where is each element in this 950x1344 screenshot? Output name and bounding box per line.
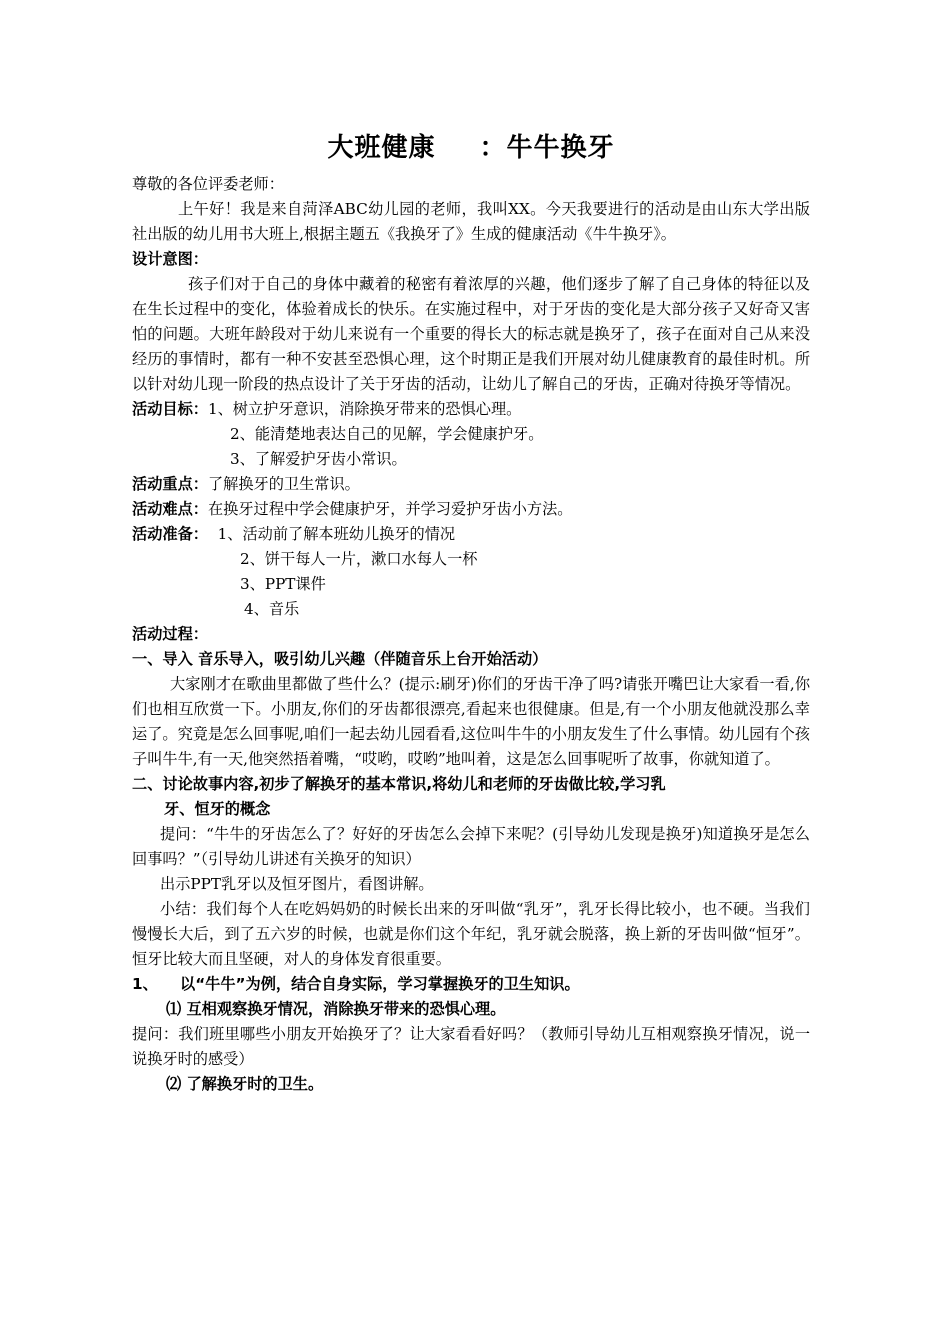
section2-question: 提问：“牛牛的牙齿怎么了？好好的牙齿怎么会掉下来呢？(引导幼儿发现是换牙)知道换牙是怎么回事吗？”（引导幼儿讲述有关换牙的知识）	[132, 825, 810, 868]
section1-heading: 一、导入 音乐导入，吸引幼儿兴趣（伴随音乐上台开始活动）	[132, 650, 548, 668]
design-paragraph: 孩子们对于自己的身体中藏着的秘密有着浓厚的兴趣，他们逐步了解了自己身体的特征以及在生长过程中的变化，体验着成长的快乐。在实施过程中，对于牙齿的变化是大部分孩子又好奇又害怕的问题。大班年龄段对于幼儿来说有一个重要的得长大的标志就是换牙了，孩子在面对自己从来没经历的事情时，都有一种不安甚至恐惧心理，这个时期正是我们开展对幼儿健康教育的最佳时机。所以针对幼儿现一阶段的热点设计了关于牙齿的活动，让幼儿了解自己的牙齿，正确对待换牙等情况。	[132, 275, 810, 393]
goal-item: 1、树立护牙意识，消除换牙带来的恐惧心理。	[207, 400, 522, 418]
prep-item: 2、饼干每人一片，漱口水每人一杯	[240, 550, 478, 568]
step1-text: 以“牛牛”为例，结合自身实际，学习掌握换牙的卫生知识。	[180, 975, 580, 993]
difficulty-row	[132, 497, 810, 522]
sub1-paragraph: 提问：我们班里哪些小朋友开始换牙了？让大家看看好吗？（教师引导幼儿互相观察换牙情况，说一说换牙时的感受）	[132, 1025, 810, 1068]
title-left: 大班健康	[327, 133, 436, 163]
key-text: 了解换牙的卫生常识。	[207, 475, 360, 493]
prep-item: 1、活动前了解本班幼儿换牙的情况	[217, 525, 456, 543]
sub2-heading: ⑵ 了解换牙时的卫生。	[166, 1075, 324, 1093]
difficulty-label: 活动难点：	[132, 500, 208, 518]
step1-heading	[132, 972, 810, 997]
section2-ppt: 出示PPT乳牙以及恒牙图片，看图讲解。	[160, 875, 434, 893]
prep-item: 4、音乐	[244, 600, 300, 618]
document-title	[132, 130, 810, 170]
goal-item: 3、了解爱护牙齿小常识。	[230, 450, 407, 468]
goal-item: 2、能清楚地表达自己的见解，学会健康护牙。	[230, 425, 544, 443]
section2-heading-cont: 牙、恒牙的概念	[164, 800, 271, 818]
section2-summary: 小结：我们每个人在吃妈妈奶的时候长出来的牙叫做“乳牙”，乳牙长得比较小，也不硬。当我们慢慢长大后，到了五六岁的时候，也就是你们这个年纪，乳牙就会脱落，换上新的牙齿叫做“恒牙”。恒牙比较大而且坚硬，对人的身体发育很重要。	[132, 900, 810, 968]
goals-row	[132, 397, 810, 422]
design-label: 设计意图：	[132, 250, 208, 268]
key-label: 活动重点：	[132, 475, 208, 493]
section2-heading: 二、讨论故事内容,初步了解换牙的基本常识,将幼儿和老师的牙齿做比较,学习乳	[132, 775, 666, 793]
key-row	[132, 472, 810, 497]
step1-number: 1、	[132, 975, 158, 993]
sub1-heading: ⑴ 互相观察换牙情况，消除换牙带来的恐惧心理。	[166, 1000, 506, 1018]
title-right: ：牛牛换牙	[479, 133, 615, 163]
intro-paragraph: 上午好！我是来自菏泽ABC幼儿园的老师，我叫XX。今天我要进行的活动是由山东大学出版社出版的幼儿用书大班上,根据主题五《我换牙了》生成的健康活动《牛牛换牙》。	[132, 200, 810, 243]
prep-item: 3、PPT课件	[240, 575, 326, 593]
document-page	[132, 130, 810, 1097]
process-label: 活动过程：	[132, 625, 208, 643]
goals-label: 活动目标：	[132, 400, 208, 418]
section1-paragraph: 大家刚才在歌曲里都做了些什么？(提示:刷牙)你们的牙齿干净了吗?请张开嘴巴让大家看一看,你们也相互欣赏一下。小朋友,你们的牙齿都很漂亮,看起来也很健康。但是,有一个小朋友他就没那么幸运了。究竟是怎么回事呢,咱们一起去幼儿园看看,这位叫牛牛的小朋友发生了什么事情。幼儿园有个孩子叫牛牛,有一天,他突然捂着嘴，“哎哟，哎哟”地叫着，这是怎么回事呢听了故事，你就知道了。	[132, 675, 810, 768]
prep-row	[132, 522, 810, 547]
difficulty-text: 在换牙过程中学会健康护牙，并学习爱护牙齿小方法。	[207, 500, 573, 518]
greeting: 尊敬的各位评委老师：	[132, 175, 284, 193]
prep-label: 活动准备：	[132, 525, 208, 543]
